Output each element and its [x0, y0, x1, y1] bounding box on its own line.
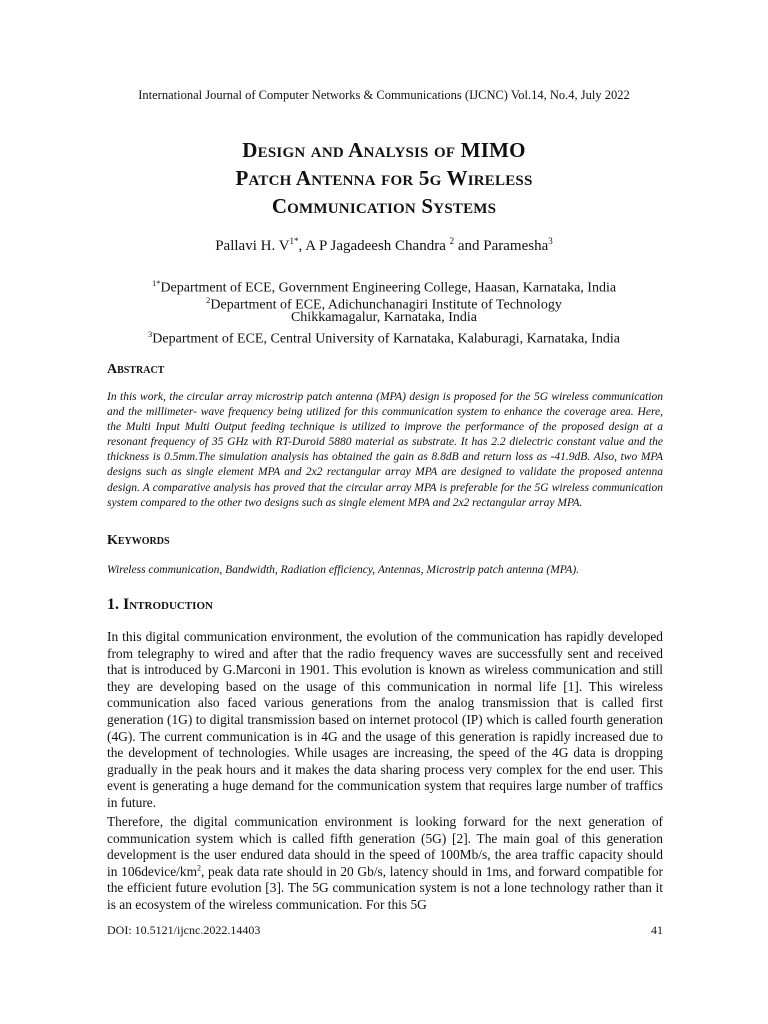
- para2-part-b: , peak data rate should in 20 Gb/s, latency should in 1ms, and forward compatible for the efficient future evolution [3]. The 5G communication system is not a lone technology rather than it is an ecosystem of the wireless communication. For this 5G: [107, 863, 664, 912]
- author-3-sup: 3: [548, 236, 553, 246]
- para2-part-a: Therefore, the digital communication environment is looking forward for the next generation of communication system which is called fifth generation (5G) [2]. The main goal of this generation development is the user endured data should in the speed of 100Mb/s, the area traffic capacity should in 106device/km: [107, 814, 663, 879]
- abstract-heading: Abstract: [107, 362, 165, 377]
- affiliation-1-sup: 1*: [151, 278, 161, 288]
- title-line-1: Design and Analysis of MIMO: [242, 138, 526, 162]
- running-head: International Journal of Computer Networks & Communications (IJCNC) Vol.14, No.4, July 2022: [138, 88, 630, 102]
- title-line-3: Communication Systems: [271, 194, 497, 218]
- introduction-heading: 1. Introduction: [107, 596, 213, 613]
- author-list: [0, 236, 768, 255]
- affiliation-3-sup: 3: [148, 329, 153, 339]
- title-line-2: Patch Antenna for 5g Wireless: [235, 166, 533, 190]
- footer-doi: DOI: 10.5121/ijcnc.2022.14403: [107, 923, 261, 937]
- introduction-paragraph-2: [107, 814, 663, 914]
- keywords-text: Wireless communication, Bandwidth, Radiation efficiency, Antennas, Microstrip patch antenna (MPA).: [107, 564, 580, 576]
- introduction-paragraph-1: In this digital communication environment, the evolution of the communication has rapidly developed from telegraphy to wired and after that the radio frequency waves are successfully sent and received that is introduced by G.Marconi in 1901. This evolution is known as wireless communication and still they are developing based on the usage of this communication in normal life [1]. This wireless communication also faced various generations from the analog transmission that is called first generation (1G) to digital transmission based on internet protocol (IP) which is called fourth generation (4G). The current communication is in 4G and the usage of this generation is rapidly increased due to the development of technologies. While usages are increasing, the speed of the 4G data is dropping gradually in the peak hours and it makes the data sharing process very complex for the end user. This event is generating a huge demand for the communication system that requires large number of traffics in future.: [107, 629, 663, 810]
- page-number: 41: [651, 923, 663, 937]
- para2-superscript: 2: [196, 863, 201, 873]
- affiliation-3-text: Department of ECE, Central University of Karnataka, Kalaburagi, Karnataka, India: [152, 331, 620, 347]
- affiliation-2-text: Department of ECE, Adichunchanagiri Institute of Technology: [210, 297, 562, 313]
- author-2-sup: 2: [449, 236, 455, 246]
- author-3: and Paramesha: [454, 238, 549, 254]
- author-2: , A P Jagadeesh Chandra: [298, 238, 450, 254]
- affiliation-2-location-text: Chikkamagalur, Karnataka, India: [290, 310, 478, 325]
- paper-title: [0, 136, 768, 220]
- affiliation-1-text: Department of ECE, Government Engineering College, Haasan, Karnataka, India: [160, 280, 617, 296]
- keywords-heading: Keywords: [107, 533, 170, 548]
- author-1: Pallavi H. V: [215, 238, 290, 254]
- affiliation-3: [0, 326, 768, 348]
- affiliation-2-sup: 2: [206, 295, 211, 305]
- author-1-sup: 1*: [289, 236, 299, 246]
- abstract-text: In this work, the circular array microstrip patch antenna (MPA) design is proposed for the 5G wireless communication and the millimeter- wave frequency being utilized for this communication system to enhance the coverage area. Here, the Multi Input Multi Output feeding technique is utilized to improve the performance of the proposed design at a resonant frequency of 35 GHz with RT-Duroid 5880 material as substrate. It has 2.2 dielectric constant value and the thickness is 0.5mm.The simulation analysis has obtained the gain as 8.8dB and return loss as -41.9dB. Also, two MPA designs such as single element MPA and 2x2 rectangular array MPA are designed to validate the proposed antenna design. A comparative analysis has proved that the circular array MPA is preferable for the 5G wireless communication system compared to the other two designs such as single element MPA and 2x2 rectangular array MPA.: [107, 391, 663, 509]
- affiliation-2-location: [0, 309, 768, 326]
